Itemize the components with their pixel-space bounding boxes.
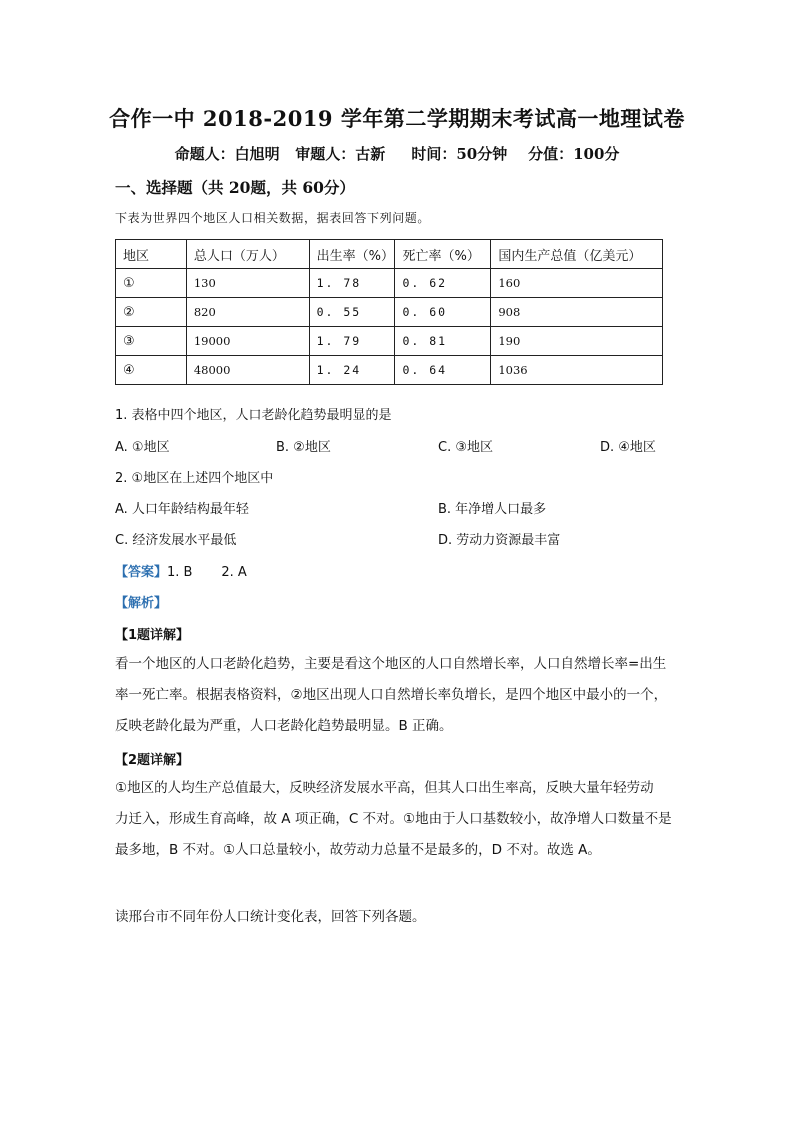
detail-2-line: 力迁入，形成生育高峰，故 A 项正确，C 不对。①地由于人口基数较小，故净增人口数量不是 bbox=[115, 811, 672, 827]
detail-2-heading: 【2题详解】 bbox=[115, 753, 190, 768]
section-heading: 一、选择题（共 20题，共 60分） bbox=[115, 178, 355, 197]
cell-population: 19000 bbox=[186, 327, 309, 356]
cell-death-rate: 0. 81 bbox=[395, 327, 491, 356]
cell-gdp: 160 bbox=[491, 269, 663, 298]
cell-death-rate: 0. 60 bbox=[395, 298, 491, 327]
cell-death-rate: 0. 64 bbox=[395, 356, 491, 385]
table-row bbox=[116, 269, 663, 298]
cell-region: ① bbox=[116, 269, 187, 298]
table-row bbox=[116, 327, 663, 356]
detail-2-line: ①地区的人均生产总值最大，反映经济发展水平高，但其人口出生率高，反映大量年轻劳动 bbox=[115, 780, 654, 796]
detail-2-line: 最多地，B 不对。①人口总量较小，故劳动力总量不是最多的，D 不对。故选 A。 bbox=[115, 842, 601, 858]
cell-gdp: 908 bbox=[491, 298, 663, 327]
table-header-row bbox=[116, 240, 663, 269]
header-population: 总人口（万人） bbox=[186, 240, 309, 269]
population-table bbox=[115, 239, 663, 385]
detail-1-line: 率一死亡率。根据表格资料，②地区出现人口自然增长率负增长，是四个地区中最小的一个， bbox=[115, 687, 668, 703]
cell-birth-rate: 1. 79 bbox=[309, 327, 395, 356]
cell-gdp: 190 bbox=[491, 327, 663, 356]
exam-meta: 命题人：白旭明 审题人：古新 时间：50分钟 分值：100分 bbox=[174, 145, 620, 163]
cell-birth-rate: 0. 55 bbox=[309, 298, 395, 327]
q2-option-a[interactable]: A. 人口年龄结构最年轻 bbox=[115, 502, 249, 517]
analysis-label: 【解析】 bbox=[115, 596, 168, 611]
answer-label: 【答案】 bbox=[115, 565, 168, 580]
cell-population: 130 bbox=[186, 269, 309, 298]
header-gdp: 国内生产总值（亿美元） bbox=[491, 240, 663, 269]
cell-gdp: 1036 bbox=[491, 356, 663, 385]
table-intro: 下表为世界四个地区人口相关数据，据表回答下列问题。 bbox=[115, 211, 431, 225]
q2-option-c[interactable]: C. 经济发展水平最低 bbox=[115, 533, 237, 548]
cell-birth-rate: 1. 24 bbox=[309, 356, 395, 385]
header-death-rate: 死亡率（%） bbox=[395, 240, 491, 269]
cell-region: ② bbox=[116, 298, 187, 327]
table-row bbox=[116, 298, 663, 327]
q1-option-a[interactable]: A. ①地区 bbox=[115, 440, 170, 455]
cell-population: 48000 bbox=[186, 356, 309, 385]
detail-1-line: 看一个地区的人口老龄化趋势，主要是看这个地区的人口自然增长率，人口自然增长率=出生 bbox=[115, 656, 667, 672]
cell-population: 820 bbox=[186, 298, 309, 327]
question-1-stem: 1. 表格中四个地区，人口老龄化趋势最明显的是 bbox=[115, 408, 392, 423]
answer-line bbox=[115, 561, 247, 580]
cell-region: ③ bbox=[116, 327, 187, 356]
detail-2-text bbox=[115, 773, 682, 866]
q1-option-b[interactable]: B. ②地区 bbox=[276, 440, 331, 455]
detail-1-heading: 【1题详解】 bbox=[115, 628, 190, 643]
header-birth-rate: 出生率（%） bbox=[309, 240, 395, 269]
q1-option-d[interactable]: D. ④地区 bbox=[600, 440, 656, 455]
q2-option-d[interactable]: D. 劳动力资源最丰富 bbox=[438, 533, 561, 548]
cell-birth-rate: 1. 78 bbox=[309, 269, 395, 298]
question-2-stem: 2. ①地区在上述四个地区中 bbox=[115, 471, 274, 486]
detail-1-text bbox=[115, 649, 682, 742]
q1-option-c[interactable]: C. ③地区 bbox=[438, 440, 493, 455]
exam-title: 合作一中 2018-2019 学年第二学期期末考试高一地理试卷 bbox=[109, 106, 685, 131]
answer-text: 1. B 2. A bbox=[167, 565, 247, 580]
header-region: 地区 bbox=[116, 240, 187, 269]
next-question-intro: 读邢台市不同年份人口统计变化表，回答下列各题。 bbox=[115, 909, 426, 925]
detail-1-line: 反映老龄化最为严重，人口老龄化趋势最明显。B 正确。 bbox=[115, 718, 453, 734]
cell-region: ④ bbox=[116, 356, 187, 385]
cell-death-rate: 0. 62 bbox=[395, 269, 491, 298]
q2-option-b[interactable]: B. 年净增人口最多 bbox=[438, 502, 547, 517]
table-row bbox=[116, 356, 663, 385]
